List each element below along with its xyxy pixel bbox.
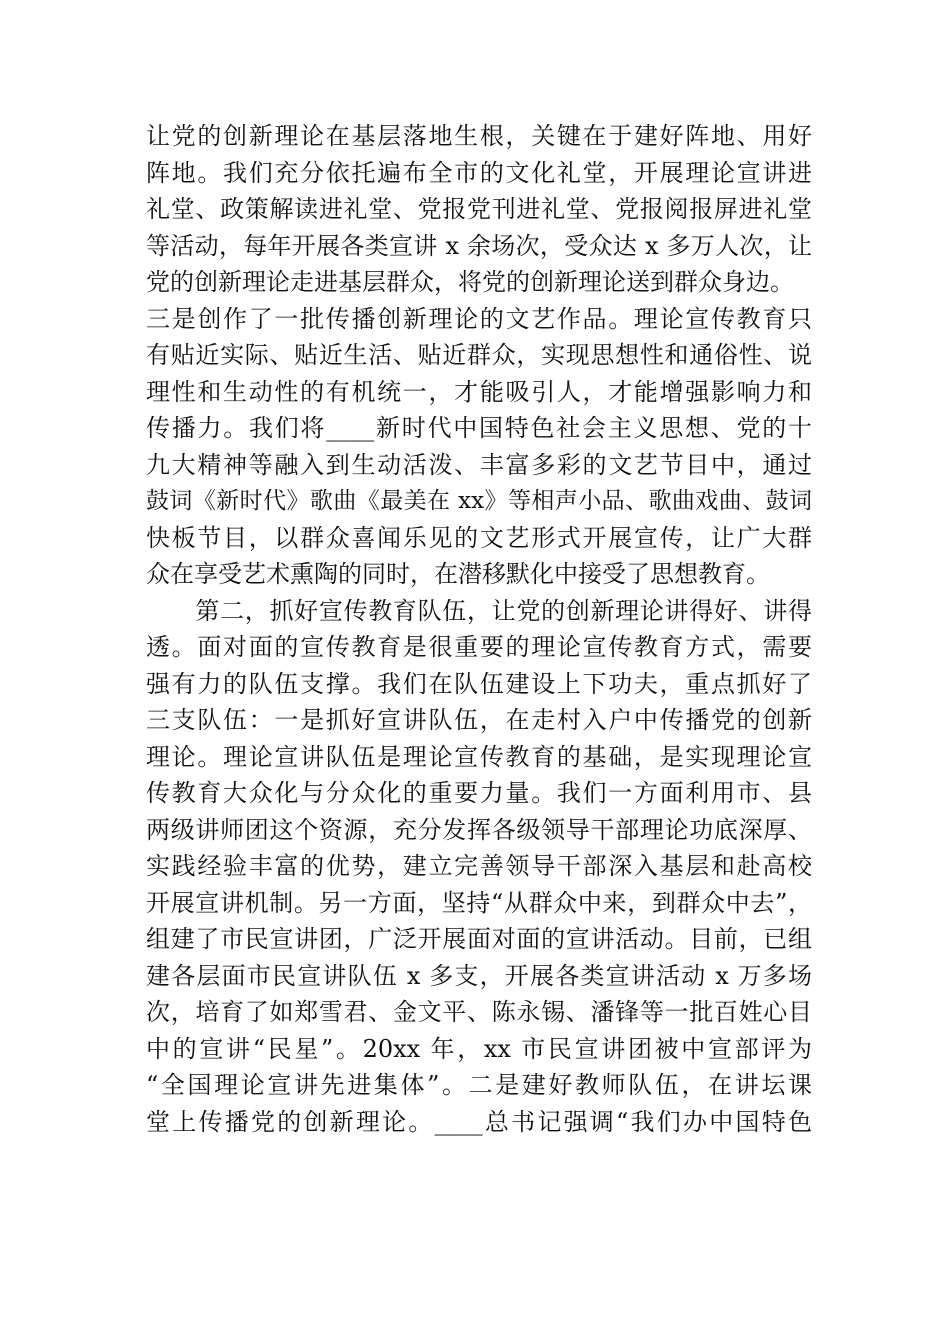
text-line: 鼓词《新时代》歌曲《最美在 xx》等相声小品、歌曲戏曲、鼓词 [146,488,812,514]
text-line: 理论。理论宣讲队伍是理论宣传教育的基础，是实现理论宣 [146,742,812,771]
text-line: “全国理论宣讲先进集体”。二是建好教师队伍，在讲坛课 [146,1071,812,1099]
body-text [146,118,812,1140]
text-line: 阵地。我们充分依托遍布全市的文化礼堂，开展理论宣讲进 [146,158,812,187]
text-line: 礼堂、政策解读进礼堂、党报党刊进礼堂、党报阅报屏进礼堂 [146,195,812,223]
text-line: 次，培育了如郑雪君、金文平、陈永锡、潘锋等一批百姓心目 [146,998,812,1026]
text-line: 快板节目，以群众喜闻乐见的文艺形式开展宣传，让广大群 [146,523,812,552]
text-line: 九大精神等融入到生动活泼、丰富多彩的文艺节目中，通过 [146,450,812,479]
text-line: 中的宣讲“民星”。20xx 年，xx 市民宣讲团被中宣部评为 [146,1034,812,1063]
text-line: 组建了市民宣讲团，广泛开展面对面的宣讲活动。目前，已组 [146,925,812,953]
text-line: 三是创作了一批传播创新理论的文艺作品。理论宣传教育只 [146,304,812,333]
text-line: 三支队伍：一是抓好宣讲队伍，在走村入户中传播党的创新 [146,706,812,734]
text-line: 强有力的队伍支撑。我们在队伍建设上下功夫，重点抓好了 [146,669,812,698]
text-line: 两级讲师团这个资源，充分发挥各级领导干部理论功底深厚、 [146,815,812,844]
text-line: 传教育大众化与分众化的重要力量。我们一方面利用市、县 [146,779,812,807]
text-line: 堂上传播党的创新理论。____总书记强调“我们办中国特色 [146,1107,812,1136]
text-line: 等活动，每年开展各类宣讲 x 余场次，受众达 x 多万人次，让 [146,231,812,260]
text-line: 传播力。我们将____新时代中国特色社会主义思想、党的十 [146,414,812,442]
text-line: 党的创新理论走进基层群众，将党的创新理论送到群众身边。 [146,268,794,296]
text-line: 实践经验丰富的优势，建立完善领导干部深入基层和赴高校 [146,852,812,880]
text-line: 开展宣讲机制。另一方面，坚持“从群众中来，到群众中去”， [146,888,812,917]
text-line: 建各层面市民宣讲队伍 x 多支，开展各类宣讲活动 x 万多场 [146,961,812,990]
text-line: 理性和生动性的有机统一，才能吸引人，才能增强影响力和 [146,377,812,406]
text-line: 第二，抓好宣传教育队伍，让党的创新理论讲得好、讲得 [146,596,812,625]
text-line: 众在享受艺术熏陶的同时，在潜移默化中接受了思想教育。 [146,560,770,588]
text-line: 透。面对面的宣传教育是很重要的理论宣传教育方式，需要 [146,633,812,661]
text-line: 有贴近实际、贴近生活、贴近群众，实现思想性和通俗性、说 [146,341,812,369]
text-line: 让党的创新理论在基层落地生根，关键在于建好阵地、用好 [146,122,812,150]
